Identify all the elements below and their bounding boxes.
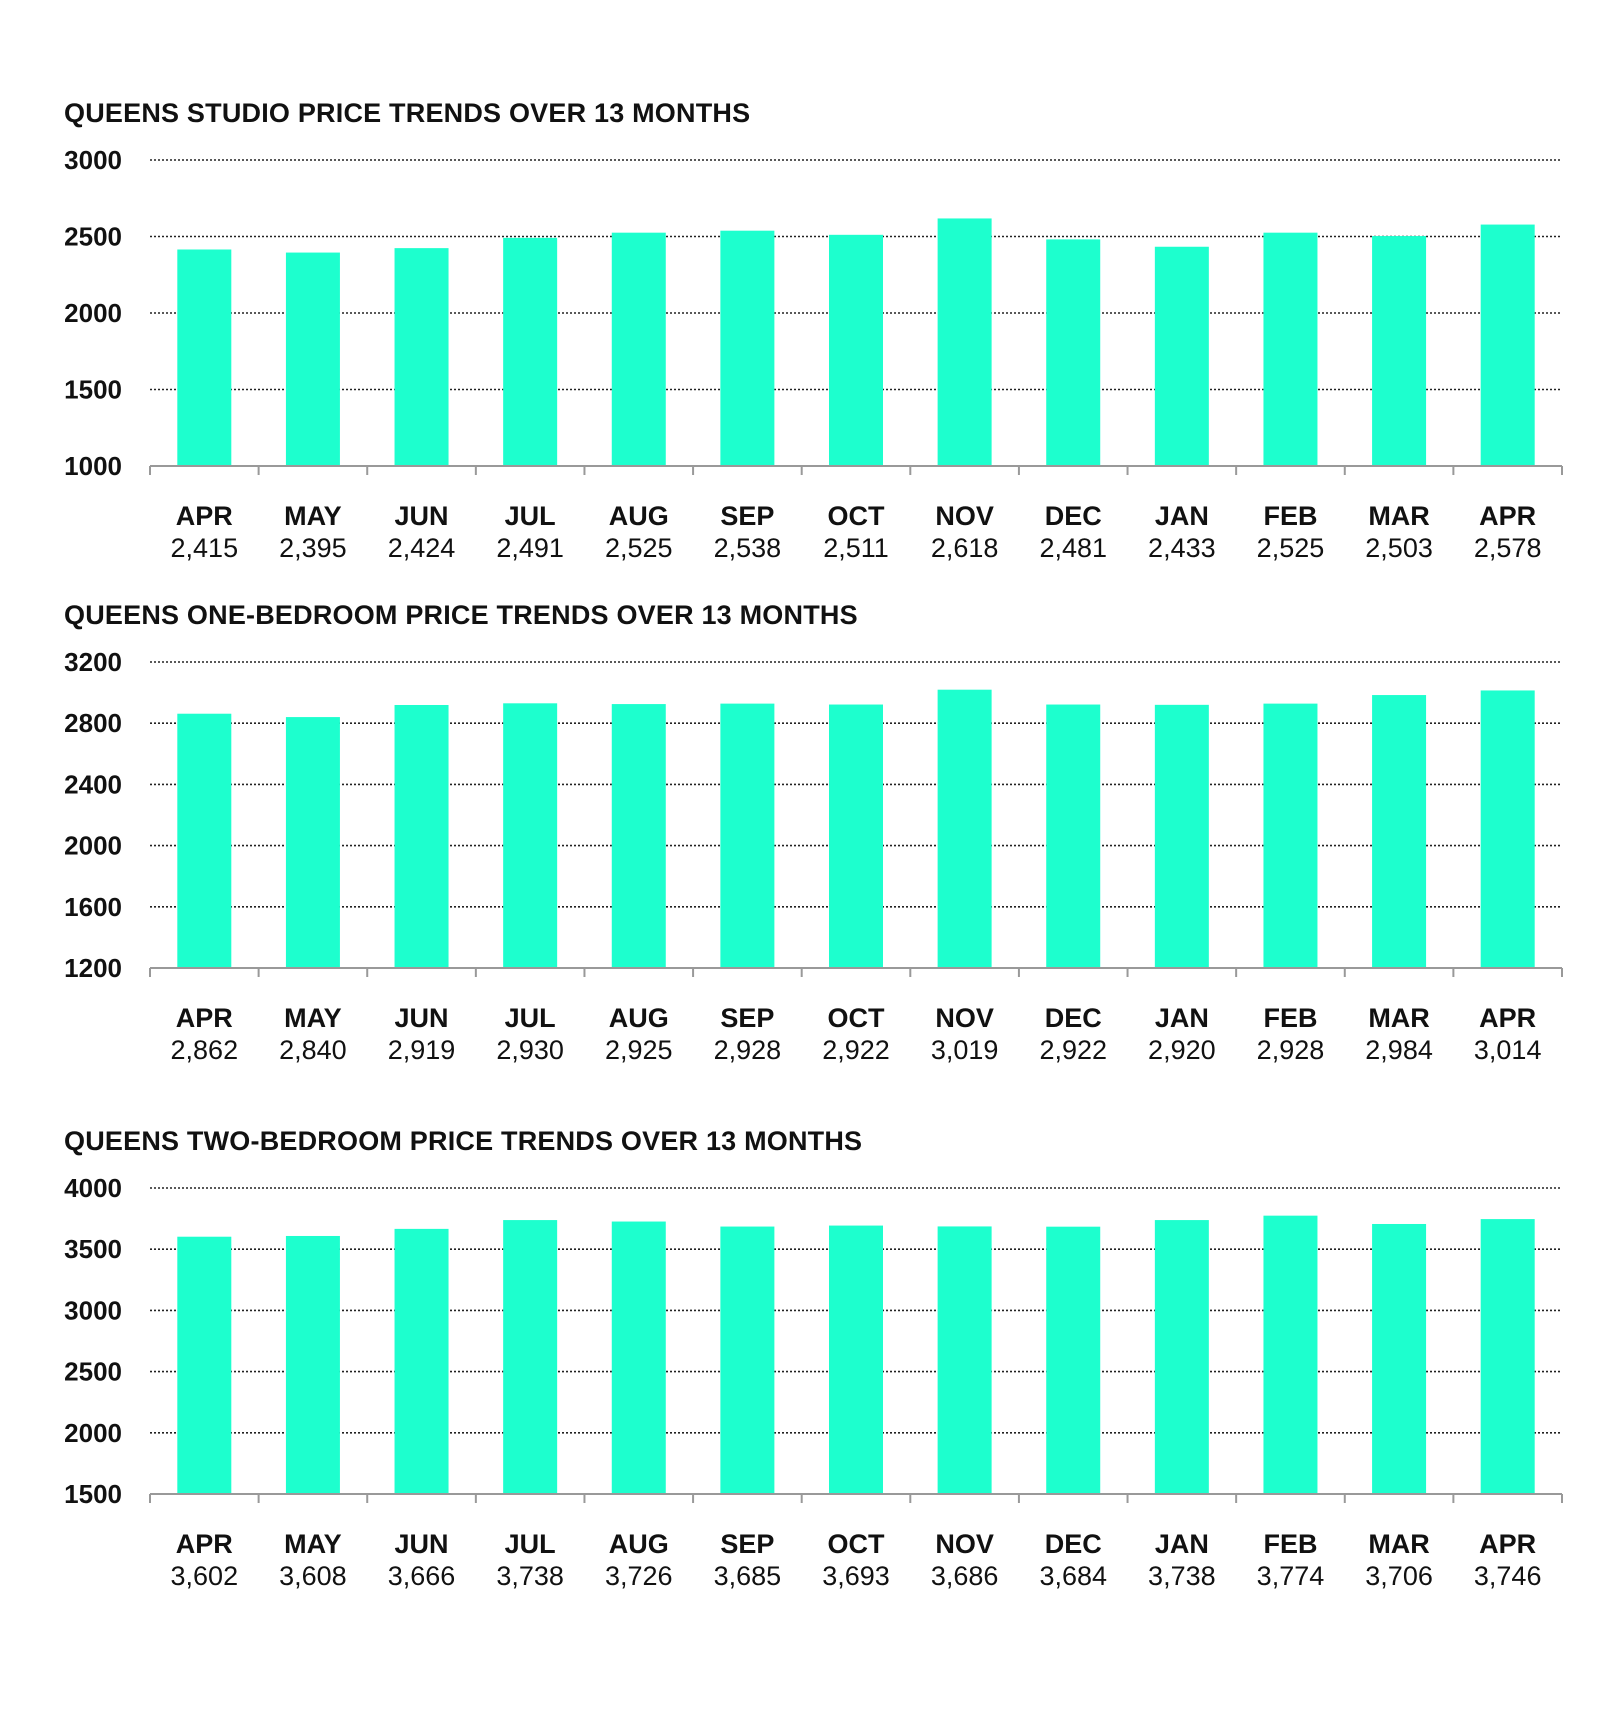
category-label: JAN — [1154, 1529, 1209, 1559]
category-label: AUG — [608, 1529, 669, 1559]
category-label: SEP — [720, 1529, 775, 1559]
bar — [177, 714, 231, 968]
category-label: SEP — [720, 501, 775, 531]
category-label: APR — [175, 1529, 233, 1559]
bar — [938, 1226, 992, 1494]
category-label: SEP — [720, 1003, 775, 1033]
bar — [829, 705, 883, 968]
y-tick-label: 3200 — [64, 647, 122, 677]
bar — [395, 705, 449, 968]
y-tick-label: 3500 — [64, 1234, 122, 1265]
value-label: 2,511 — [823, 533, 889, 563]
bar — [1046, 705, 1100, 968]
value-label: 2,928 — [713, 1035, 782, 1065]
category-label: JUL — [504, 1003, 556, 1033]
y-tick-label: 2000 — [64, 1417, 122, 1448]
category-label: MAY — [284, 1529, 342, 1559]
bar — [395, 1229, 449, 1494]
value-label: 2,525 — [1256, 533, 1325, 563]
y-tick-label: 2500 — [64, 1356, 122, 1387]
bar — [829, 1226, 883, 1494]
category-label: JUN — [394, 1003, 449, 1033]
value-label: 2,578 — [1473, 533, 1542, 563]
bar — [1155, 247, 1209, 466]
category-label: NOV — [935, 501, 994, 531]
category-label: AUG — [608, 1003, 669, 1033]
category-label: DEC — [1044, 1529, 1102, 1559]
value-label: 2,491 — [496, 533, 564, 563]
bar — [503, 1220, 557, 1494]
bar — [612, 704, 666, 968]
y-tick-label: 2800 — [64, 708, 122, 739]
value-label: 2,538 — [713, 533, 782, 563]
y-tick-label: 2000 — [64, 830, 122, 861]
bar — [1046, 1227, 1100, 1494]
chart-studio — [0, 136, 1600, 606]
bar — [720, 1227, 774, 1494]
value-label: 2,919 — [387, 1035, 456, 1065]
value-label: 2,922 — [822, 1035, 890, 1065]
value-label: 2,920 — [1148, 1035, 1216, 1065]
value-label: 3,693 — [822, 1561, 890, 1591]
category-label: APR — [1479, 501, 1537, 531]
category-label: DEC — [1044, 501, 1102, 531]
bar — [1046, 239, 1100, 466]
value-label: 3,014 — [1473, 1035, 1542, 1065]
bar — [720, 704, 774, 968]
bar — [1481, 1219, 1535, 1494]
value-label: 3,746 — [1473, 1561, 1542, 1591]
category-label: JAN — [1154, 501, 1209, 531]
category-label: MAR — [1368, 501, 1430, 531]
value-label: 2,984 — [1365, 1035, 1433, 1065]
category-label: OCT — [827, 1529, 885, 1559]
category-label: APR — [175, 501, 233, 531]
value-label: 3,738 — [496, 1561, 564, 1591]
category-label: OCT — [827, 501, 885, 531]
category-label: APR — [175, 1003, 233, 1033]
category-label: FEB — [1263, 501, 1318, 531]
bar — [1372, 1224, 1426, 1494]
bar — [1263, 1216, 1317, 1494]
chart-title: QUEENS STUDIO PRICE TRENDS OVER 13 MONTHS — [64, 98, 751, 128]
category-label: JUL — [504, 501, 556, 531]
category-label: APR — [1479, 1529, 1537, 1559]
category-label: OCT — [827, 1003, 885, 1033]
category-label: JUL — [504, 1529, 556, 1559]
value-label: 3,738 — [1148, 1561, 1216, 1591]
value-label: 2,433 — [1148, 533, 1216, 563]
value-label: 2,525 — [604, 533, 673, 563]
value-label: 3,666 — [387, 1561, 456, 1591]
value-label: 3,019 — [930, 1035, 999, 1065]
y-tick-label: 1500 — [64, 374, 122, 405]
value-label: 3,686 — [930, 1561, 999, 1591]
category-label: JUN — [394, 1529, 449, 1559]
category-label: MAR — [1368, 1003, 1430, 1033]
y-tick-label: 2400 — [64, 769, 122, 800]
value-label: 2,395 — [279, 533, 347, 563]
bar — [1481, 225, 1535, 466]
y-tick-label: 3000 — [64, 1295, 122, 1326]
bar — [503, 238, 557, 466]
value-label: 3,684 — [1039, 1561, 1108, 1591]
value-label: 2,503 — [1365, 533, 1433, 563]
category-label: AUG — [608, 501, 669, 531]
value-label: 3,774 — [1256, 1561, 1325, 1591]
bar — [286, 1236, 340, 1494]
category-label: APR — [1479, 1003, 1537, 1033]
bar — [286, 253, 340, 466]
bar — [938, 218, 992, 466]
value-label: 2,928 — [1256, 1035, 1325, 1065]
y-tick-label: 2500 — [64, 221, 122, 252]
y-tick-label: 1500 — [64, 1479, 122, 1509]
y-tick-label: 2000 — [64, 298, 122, 328]
value-label: 3,602 — [170, 1561, 239, 1591]
bar — [1263, 233, 1317, 466]
bar — [720, 231, 774, 466]
value-label: 2,922 — [1039, 1035, 1108, 1065]
bar — [177, 250, 231, 466]
y-tick-label: 1600 — [64, 891, 122, 922]
value-label: 3,726 — [604, 1561, 673, 1591]
chart-one-bedroom — [0, 638, 1600, 1108]
value-label: 2,930 — [496, 1035, 564, 1065]
category-label: FEB — [1263, 1529, 1318, 1559]
bar — [286, 717, 340, 968]
value-label: 2,925 — [604, 1035, 673, 1065]
category-label: MAR — [1368, 1529, 1430, 1559]
category-label: DEC — [1044, 1003, 1102, 1033]
value-label: 2,840 — [279, 1035, 347, 1065]
value-label: 2,415 — [170, 533, 239, 563]
value-label: 2,481 — [1039, 533, 1108, 563]
value-label: 3,608 — [279, 1561, 347, 1591]
bar — [612, 233, 666, 466]
bar — [1481, 690, 1535, 968]
category-label: MAY — [284, 501, 342, 531]
y-tick-label: 4000 — [64, 1173, 122, 1203]
y-tick-label: 3000 — [64, 145, 122, 175]
bar — [1372, 236, 1426, 466]
bar — [829, 235, 883, 466]
bar — [1155, 705, 1209, 968]
value-label: 2,862 — [170, 1035, 239, 1065]
bar — [1372, 695, 1426, 968]
category-label: NOV — [935, 1003, 994, 1033]
bar — [612, 1222, 666, 1494]
chart-title: QUEENS TWO-BEDROOM PRICE TRENDS OVER 13 MONTHS — [64, 1126, 863, 1156]
category-label: FEB — [1263, 1003, 1318, 1033]
bar — [503, 703, 557, 968]
y-tick-label: 1000 — [64, 451, 122, 481]
value-label: 2,424 — [387, 533, 456, 563]
value-label: 3,706 — [1365, 1561, 1433, 1591]
bar — [938, 690, 992, 968]
bar — [1263, 704, 1317, 968]
category-label: JAN — [1154, 1003, 1209, 1033]
chart-title: QUEENS ONE-BEDROOM PRICE TRENDS OVER 13 MONTHS — [64, 600, 858, 630]
category-label: NOV — [935, 1529, 994, 1559]
chart-two-bedroom — [0, 1164, 1600, 1634]
bar — [177, 1237, 231, 1494]
bar — [395, 248, 449, 466]
value-label: 3,685 — [713, 1561, 782, 1591]
category-label: MAY — [284, 1003, 342, 1033]
y-tick-label: 1200 — [64, 953, 122, 983]
bar — [1155, 1220, 1209, 1494]
category-label: JUN — [394, 501, 449, 531]
value-label: 2,618 — [930, 533, 999, 563]
